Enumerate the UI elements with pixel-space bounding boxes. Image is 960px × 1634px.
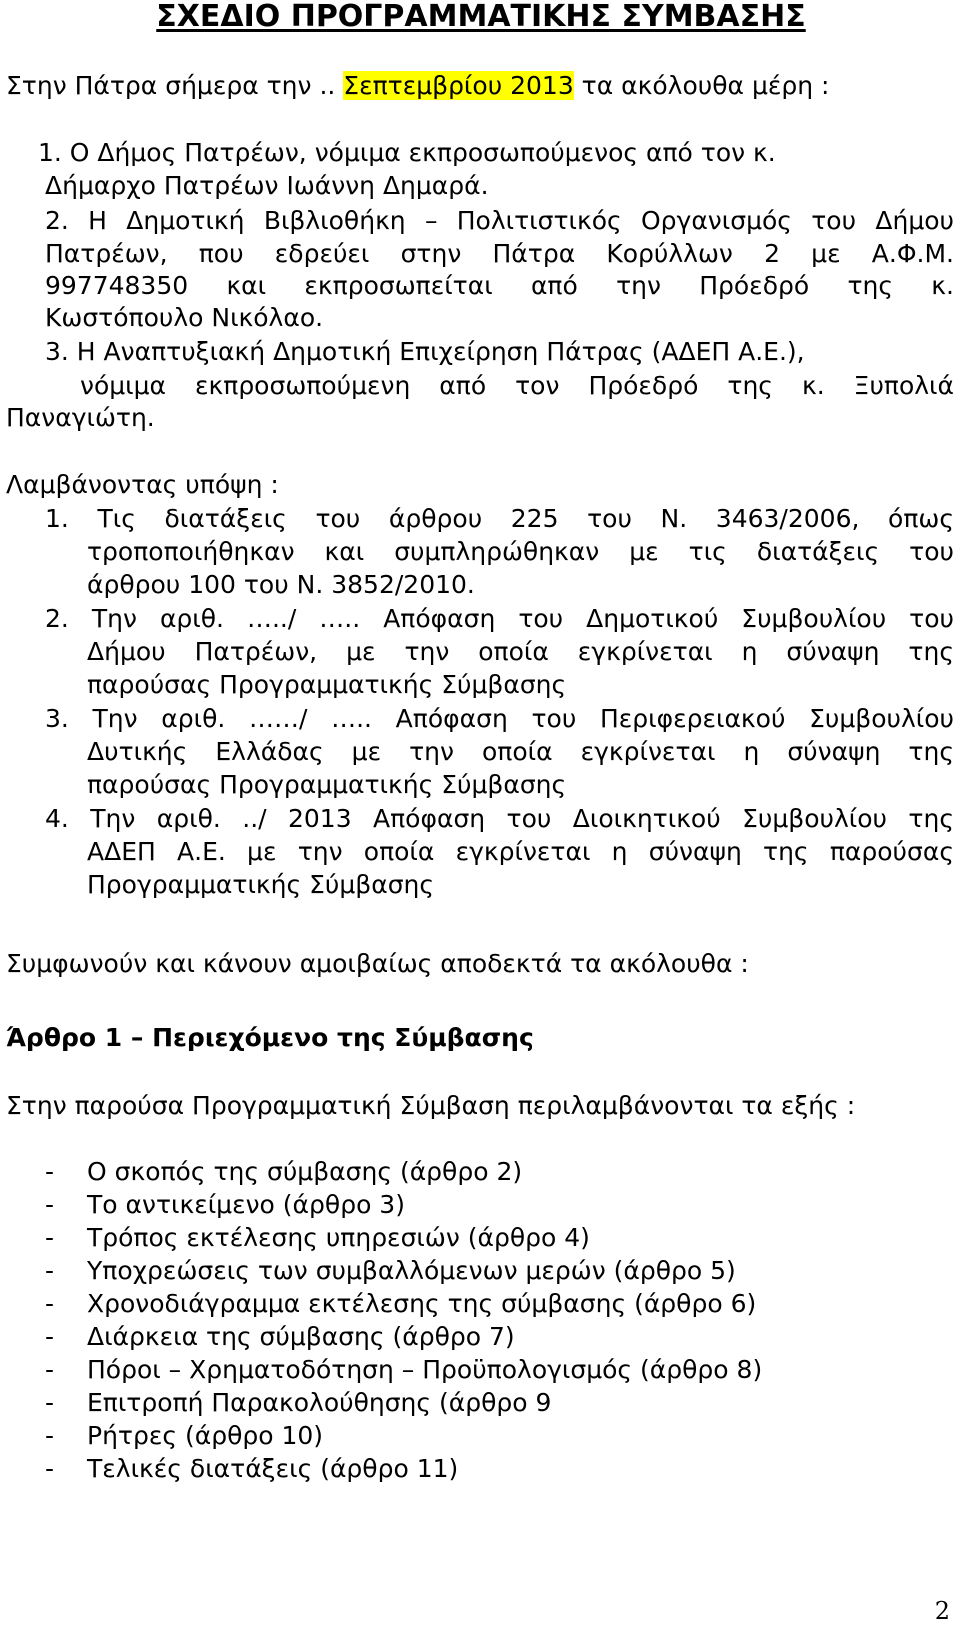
list-dash: -	[45, 1256, 55, 1285]
article-1-heading: Άρθρο 1 – Περιεχόμενο της Σύμβασης	[6, 1023, 534, 1052]
intro-suffix: τα ακόλουθα μέρη :	[573, 71, 830, 100]
list-dash: -	[45, 1190, 55, 1219]
party-2-line-4: Κωστόπουλο Νικόλαο.	[45, 303, 324, 332]
party-2-line-2: Πατρέων, που εδρεύει στην Πάτρα Κορύλλων 2 με Α.Φ.Μ.	[45, 239, 954, 268]
party-1-line-2: Δήμαρχο Πατρέων Ιωάννη Δημαρά.	[45, 171, 489, 200]
intro-prefix: Στην Πάτρα σήμερα την ..	[6, 71, 344, 100]
list-item-text: Ρήτρες (άρθρο 10)	[87, 1421, 324, 1450]
party-2-line-1: 2. Η Δημοτική Βιβλιοθήκη – Πολιτιστικός Οργανισμός του Δήμου	[45, 206, 954, 235]
list-item-text: Ο σκοπός της σύμβασης (άρθρο 2)	[87, 1157, 523, 1186]
document-title: ΣΧΕΔΙΟ ΠΡΟΓΡΑΜΜΑΤΙΚΗΣ ΣΥΜΒΑΣΗΣ	[156, 0, 806, 34]
list-dash: -	[45, 1355, 55, 1384]
party-1-line-1: 1. Ο Δήμος Πατρέων, νόμιμα εκπροσωπούμενος από τον κ.	[38, 138, 776, 167]
page-number: 2	[934, 1597, 950, 1625]
considering-2-line-3: παρούσας Προγραμματικής Σύμβασης	[87, 670, 567, 699]
list-dash: -	[45, 1388, 55, 1417]
party-3-line-2: νόμιμα εκπροσωπούμενη από τον Πρόεδρό της κ. Ξυπολιά	[80, 371, 954, 400]
considering-4-line-3: Προγραμματικής Σύμβασης	[87, 870, 435, 899]
list-item-text: Χρονοδιάγραμμα εκτέλεσης της σύμβασης (άρθρο 6)	[87, 1289, 757, 1318]
considering-1-line-1: 1. Τις διατάξεις του άρθρου 225 του Ν. 3463/2006, όπως	[45, 504, 954, 533]
considering-3-line-3: παρούσας Προγραμματικής Σύμβασης	[87, 770, 567, 799]
intro-line	[6, 70, 829, 102]
list-item-text: Υποχρεώσεις των συμβαλλόμενων μερών (άρθρο 5)	[87, 1256, 736, 1285]
party-3-line-3: Παναγιώτη.	[6, 403, 155, 432]
list-item-text: Διάρκεια της σύμβασης (άρθρο 7)	[87, 1322, 515, 1351]
list-dash: -	[45, 1322, 55, 1351]
list-dash: -	[45, 1454, 55, 1483]
considering-label: Λαμβάνοντας υπόψη :	[6, 470, 279, 499]
list-dash: -	[45, 1157, 55, 1186]
party-3-line-1: 3. Η Αναπτυξιακή Δημοτική Επιχείρηση Πάτρας (ΑΔΕΠ Α.Ε.),	[45, 337, 805, 366]
list-dash: -	[45, 1223, 55, 1252]
considering-3-line-2: Δυτικής Ελλάδας με την οποία εγκρίνεται η σύναψη της	[87, 737, 954, 766]
party-2-line-3: 997748350 και εκπροσωπείται από την Πρόεδρό της κ.	[45, 271, 954, 300]
list-item-text: Τελικές διατάξεις (άρθρο 11)	[87, 1454, 459, 1483]
intro-date-highlight: Σεπτεμβρίου 2013	[343, 71, 574, 100]
considering-2-line-2: Δήμου Πατρέων, με την οποία εγκρίνεται η σύναψη της	[87, 637, 954, 666]
considering-1-line-2: τροποποιήθηκαν και συμπληρώθηκαν με τις διατάξεις του	[87, 537, 954, 566]
agree-statement: Συμφωνούν και κάνουν αμοιβαίως αποδεκτά τα ακόλουθα :	[6, 949, 749, 978]
considering-1-line-3: άρθρου 100 του Ν. 3852/2010.	[87, 570, 475, 599]
list-dash: -	[45, 1289, 55, 1318]
list-item-text: Επιτροπή Παρακολούθησης (άρθρο 9	[87, 1388, 552, 1417]
list-item-text: Τρόπος εκτέλεσης υπηρεσιών (άρθρο 4)	[87, 1223, 590, 1252]
considering-4-line-2: ΑΔΕΠ Α.Ε. με την οποία εγκρίνεται η σύναψη της παρούσας	[87, 837, 954, 866]
list-item-text: Πόροι – Χρηματοδότηση – Προϋπολογισμός (άρθρο 8)	[87, 1355, 763, 1384]
article-1-intro: Στην παρούσα Προγραμματική Σύμβαση περιλαμβάνονται τα εξής :	[6, 1091, 856, 1120]
considering-2-line-1: 2. Την αριθ. …../ ….. Απόφαση του Δημοτικού Συμβουλίου του	[45, 604, 954, 633]
list-dash: -	[45, 1421, 55, 1450]
considering-4-line-1: 4. Την αριθ. ../ 2013 Απόφαση του Διοικητικού Συμβουλίου της	[45, 804, 954, 833]
list-item-text: Το αντικείμενο (άρθρο 3)	[87, 1190, 405, 1219]
considering-3-line-1: 3. Την αριθ. ……/ ….. Απόφαση του Περιφερειακού Συμβουλίου	[45, 704, 954, 733]
